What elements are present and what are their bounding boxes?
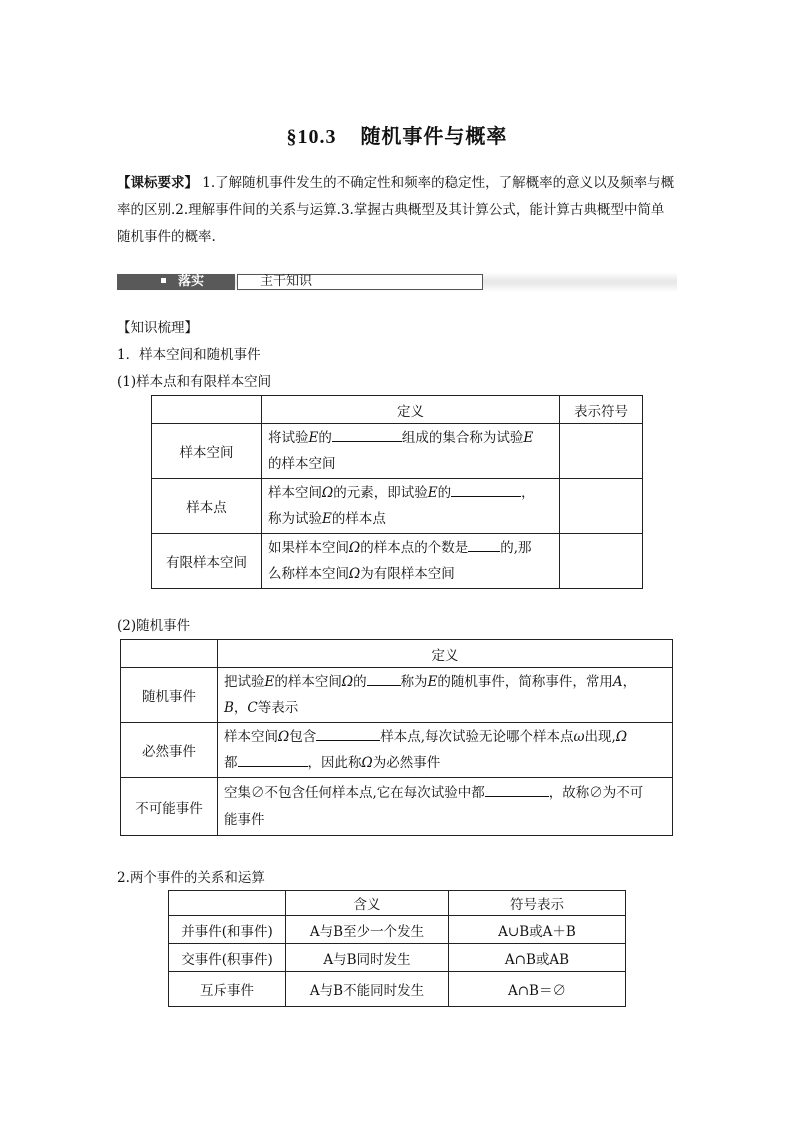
banner-light	[237, 274, 483, 290]
table-row	[121, 668, 673, 723]
text: ，因此称	[307, 755, 362, 771]
banner-dark	[117, 274, 235, 290]
sample-space-table	[151, 395, 643, 589]
row-name: 并事件(和事件)	[169, 916, 286, 944]
fill-blank[interactable]	[367, 673, 401, 686]
curriculum-requirements	[117, 170, 677, 251]
fill-blank[interactable]	[332, 429, 402, 442]
row-symbol: A∪B或A＋B	[449, 916, 626, 944]
section-banner	[117, 272, 677, 292]
section1-heading: 1．样本空间和随机事件	[117, 347, 261, 363]
text: 能事件	[224, 811, 265, 828]
text: 将试验	[268, 430, 309, 446]
knowledge-heading: 【知识梳理】	[117, 320, 198, 336]
table-header-row	[121, 640, 673, 668]
symbol: B	[224, 700, 234, 716]
row-definition	[218, 723, 673, 778]
row-name: 随机事件	[121, 668, 218, 723]
symbol: Ω	[361, 755, 373, 771]
row-symbol: A∩B＝∅	[449, 972, 626, 1007]
symbol: E	[523, 430, 534, 446]
text: 的	[318, 430, 332, 446]
text: 的,那	[500, 540, 532, 556]
row-name: 样本空间	[152, 424, 262, 479]
row-definition	[218, 668, 673, 723]
table-row	[169, 916, 626, 944]
text: 等表示	[257, 700, 299, 716]
text: ，	[233, 700, 248, 716]
header-cell: 符号表示	[449, 891, 626, 916]
fill-blank[interactable]	[451, 484, 521, 497]
row-name: 互斥事件	[169, 972, 286, 1007]
header-cell: 定义	[218, 640, 673, 668]
text: 的样本点	[331, 511, 386, 527]
section1b-heading: (2)随机事件	[117, 618, 191, 634]
text: 的	[437, 485, 452, 501]
table-row	[152, 479, 643, 534]
fill-blank[interactable]	[485, 784, 549, 797]
section-number: §10.3	[286, 126, 337, 148]
row-meaning: A与B不能同时发生	[286, 972, 449, 1007]
symbol: Ω	[615, 729, 628, 745]
row-definition	[262, 424, 560, 479]
random-event-table	[120, 639, 673, 836]
row-definition	[262, 534, 560, 589]
row-name: 不可能事件	[121, 778, 218, 836]
fill-blank[interactable]	[316, 728, 380, 741]
text: 包含	[289, 729, 317, 745]
text: 的样本空间	[274, 674, 342, 690]
table-row	[169, 944, 626, 972]
symbol: A	[612, 674, 623, 690]
row-meaning: A与B至少一个发生	[286, 916, 449, 944]
text: ，	[622, 674, 637, 690]
symbol: Ω	[278, 729, 290, 745]
text: 的随机事件，简称事件，常用	[437, 674, 613, 690]
banner-light-label: 主干知识	[260, 274, 313, 289]
text: 把试验	[224, 674, 265, 690]
text: 如果样本空间	[268, 540, 349, 556]
text: ，故称∅为不可	[548, 784, 644, 801]
header-cell: 定义	[262, 396, 560, 424]
table-row	[152, 534, 643, 589]
text: 称为试验	[268, 511, 322, 527]
row-definition	[218, 778, 673, 836]
text: 为有限样本空间	[360, 566, 455, 582]
row-symbol	[560, 479, 643, 534]
row-name: 必然事件	[121, 723, 218, 778]
fill-blank[interactable]	[468, 539, 500, 552]
symbol: E	[308, 430, 319, 446]
table-row	[121, 723, 673, 778]
symbol: E	[427, 485, 438, 501]
text: 的元素，即试验	[333, 485, 428, 501]
header-cell: 含义	[286, 891, 449, 916]
text: 为必然事件	[372, 755, 441, 771]
table-row	[169, 972, 626, 1007]
symbol: E	[264, 674, 275, 690]
row-definition	[262, 479, 560, 534]
header-cell	[152, 396, 262, 424]
text: 都	[224, 755, 238, 771]
text: 样本点,每次试验无论哪个样本点	[380, 729, 574, 745]
text: ，	[521, 485, 535, 501]
row-symbol	[560, 424, 643, 479]
page-title	[0, 120, 794, 149]
row-symbol: A∩B或AB	[449, 944, 626, 972]
requirements-text: 1.了解随机事件发生的不确定性和频率的稳定性，了解概率的意义以及频率与概率的区别.2.理解事件间的关系与运算.3.掌握古典概型及其计算公式，能计算古典概型中简单随机事件的概率.	[117, 175, 675, 245]
section-name: 随机事件与概率	[360, 124, 508, 148]
table-row	[152, 424, 643, 479]
row-name: 样本点	[152, 479, 262, 534]
section1a-heading: (1)样本点和有限样本空间	[117, 374, 272, 390]
table-header-row	[152, 396, 643, 424]
row-meaning: A与B同时发生	[286, 944, 449, 972]
symbol: Ω	[341, 674, 354, 690]
text: 组成的集合称为试验	[401, 430, 524, 446]
row-symbol	[560, 534, 643, 589]
text: 样本空间	[268, 485, 322, 501]
table-row	[121, 778, 673, 836]
square-icon	[161, 278, 166, 283]
text: 样本空间	[224, 729, 278, 745]
symbol: E	[427, 674, 438, 690]
fill-blank[interactable]	[238, 754, 308, 767]
symbol: Ω	[349, 566, 361, 582]
text: 么称样本空间	[268, 566, 349, 582]
header-cell	[169, 891, 286, 916]
text: 称为	[400, 674, 428, 690]
symbol: ω	[573, 729, 585, 745]
symbol: Ω	[322, 485, 334, 501]
section2-heading: 2.两个事件的关系和运算	[117, 870, 265, 886]
symbol: C	[247, 700, 258, 716]
symbol: E	[322, 511, 332, 527]
event-relations-table	[168, 890, 626, 1007]
text: 的样本空间	[268, 456, 336, 472]
text: 空集∅不包含任何样本点,它在每次试验中都	[224, 784, 485, 801]
text: 的样本点的个数是	[360, 540, 469, 556]
header-cell: 表示符号	[560, 396, 643, 424]
text: 出现,	[584, 729, 616, 745]
requirements-tag: 【课标要求】	[117, 175, 198, 191]
table-header-row	[169, 891, 626, 916]
symbol: Ω	[349, 540, 361, 556]
text: 的	[353, 674, 367, 690]
row-name: 有限样本空间	[152, 534, 262, 589]
row-name: 交事件(积事件)	[169, 944, 286, 972]
banner-dark-label: 落实	[178, 274, 205, 289]
header-cell	[121, 640, 218, 668]
